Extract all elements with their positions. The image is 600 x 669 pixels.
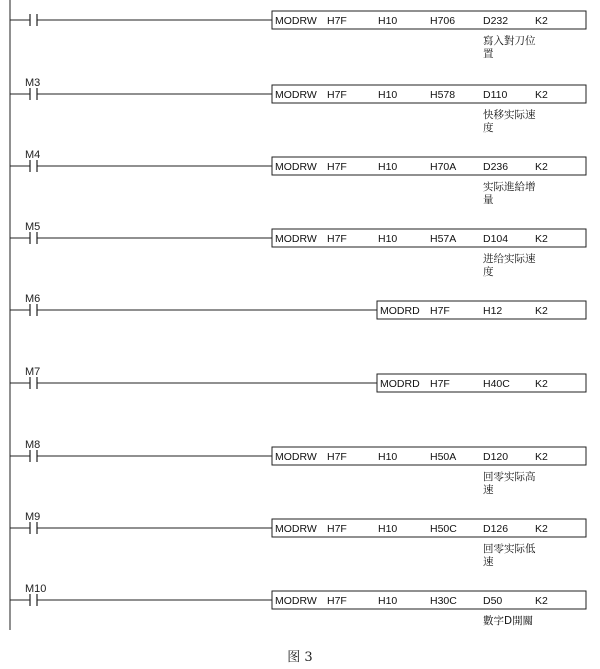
instruction-mnemonic: MODRW (275, 89, 317, 101)
figure-caption: 图 3 (287, 650, 313, 665)
contact-label: M10 (25, 583, 47, 595)
device-comment: 量 (483, 194, 494, 206)
instruction-operand: H7F (430, 305, 450, 317)
instruction-operand: H10 (378, 233, 398, 245)
device-comment: 快移实际速 (483, 109, 536, 121)
instruction-operand: K2 (535, 451, 548, 463)
instruction-operand: D236 (483, 161, 509, 173)
device-comment: 度 (483, 122, 494, 134)
instruction-operand: H57A (430, 233, 457, 245)
instruction-operand: K2 (535, 233, 548, 245)
instruction-operand: H7F (430, 378, 450, 390)
instruction-operand: K2 (535, 523, 548, 535)
instruction-operand: H30C (430, 595, 457, 607)
device-comment: 寫入對刀位 (483, 35, 536, 47)
instruction-operand: H10 (378, 523, 398, 535)
instruction-operand: H7F (327, 15, 347, 27)
instruction-operand: D50 (483, 595, 503, 607)
contact-label: M8 (25, 439, 41, 451)
instruction-operand: D126 (483, 523, 509, 535)
contact-label: M5 (25, 221, 41, 233)
instruction-operand: K2 (535, 89, 548, 101)
device-comment: 实际進給增 (483, 181, 536, 193)
instruction-mnemonic: MODRW (275, 233, 317, 245)
device-comment: 速 (483, 556, 494, 568)
instruction-operand: D104 (483, 233, 509, 245)
instruction-operand: K2 (535, 15, 548, 27)
device-comment: 回零实际低 (483, 543, 536, 555)
contact-label: M3 (25, 77, 41, 89)
instruction-operand: H10 (378, 15, 398, 27)
instruction-operand: D120 (483, 451, 509, 463)
instruction-operand: H7F (327, 451, 347, 463)
instruction-operand: D110 (483, 89, 508, 101)
instruction-operand: H40C (483, 378, 510, 390)
instruction-mnemonic: MODRW (275, 15, 317, 27)
instruction-operand: H7F (327, 89, 347, 101)
instruction-operand: H70A (430, 161, 457, 173)
instruction-operand: H10 (378, 451, 398, 463)
instruction-operand: H12 (483, 305, 503, 317)
instruction-mnemonic: MODRD (380, 378, 420, 390)
device-comment: 进给实际速 (483, 253, 536, 265)
instruction-operand: K2 (535, 595, 548, 607)
device-comment: 速 (483, 484, 494, 496)
device-comment: 度 (483, 266, 494, 278)
instruction-operand: H7F (327, 161, 347, 173)
instruction-mnemonic: MODRW (275, 161, 317, 173)
instruction-operand: K2 (535, 378, 548, 390)
instruction-operand: K2 (535, 305, 548, 317)
instruction-mnemonic: MODRW (275, 595, 317, 607)
instruction-operand: H10 (378, 89, 398, 101)
instruction-operand: H50C (430, 523, 457, 535)
contact-label: M7 (25, 366, 41, 378)
instruction-operand: H706 (430, 15, 456, 27)
instruction-operand: D232 (483, 15, 509, 27)
instruction-operand: H50A (430, 451, 457, 463)
device-comment: 置 (483, 48, 494, 60)
contact-label: M9 (25, 511, 41, 523)
instruction-operand: H578 (430, 89, 456, 101)
instruction-operand: K2 (535, 161, 548, 173)
contact-label: M6 (25, 293, 41, 305)
device-comment: 數字D開關 (483, 615, 534, 627)
instruction-operand: H10 (378, 161, 398, 173)
instruction-operand: H7F (327, 523, 347, 535)
instruction-mnemonic: MODRW (275, 451, 317, 463)
device-comment: 回零实际高 (483, 471, 536, 483)
contact-label: M4 (25, 149, 41, 161)
instruction-operand: H7F (327, 595, 347, 607)
instruction-mnemonic: MODRW (275, 523, 317, 535)
instruction-operand: H7F (327, 233, 347, 245)
instruction-operand: H10 (378, 595, 398, 607)
instruction-mnemonic: MODRD (380, 305, 420, 317)
